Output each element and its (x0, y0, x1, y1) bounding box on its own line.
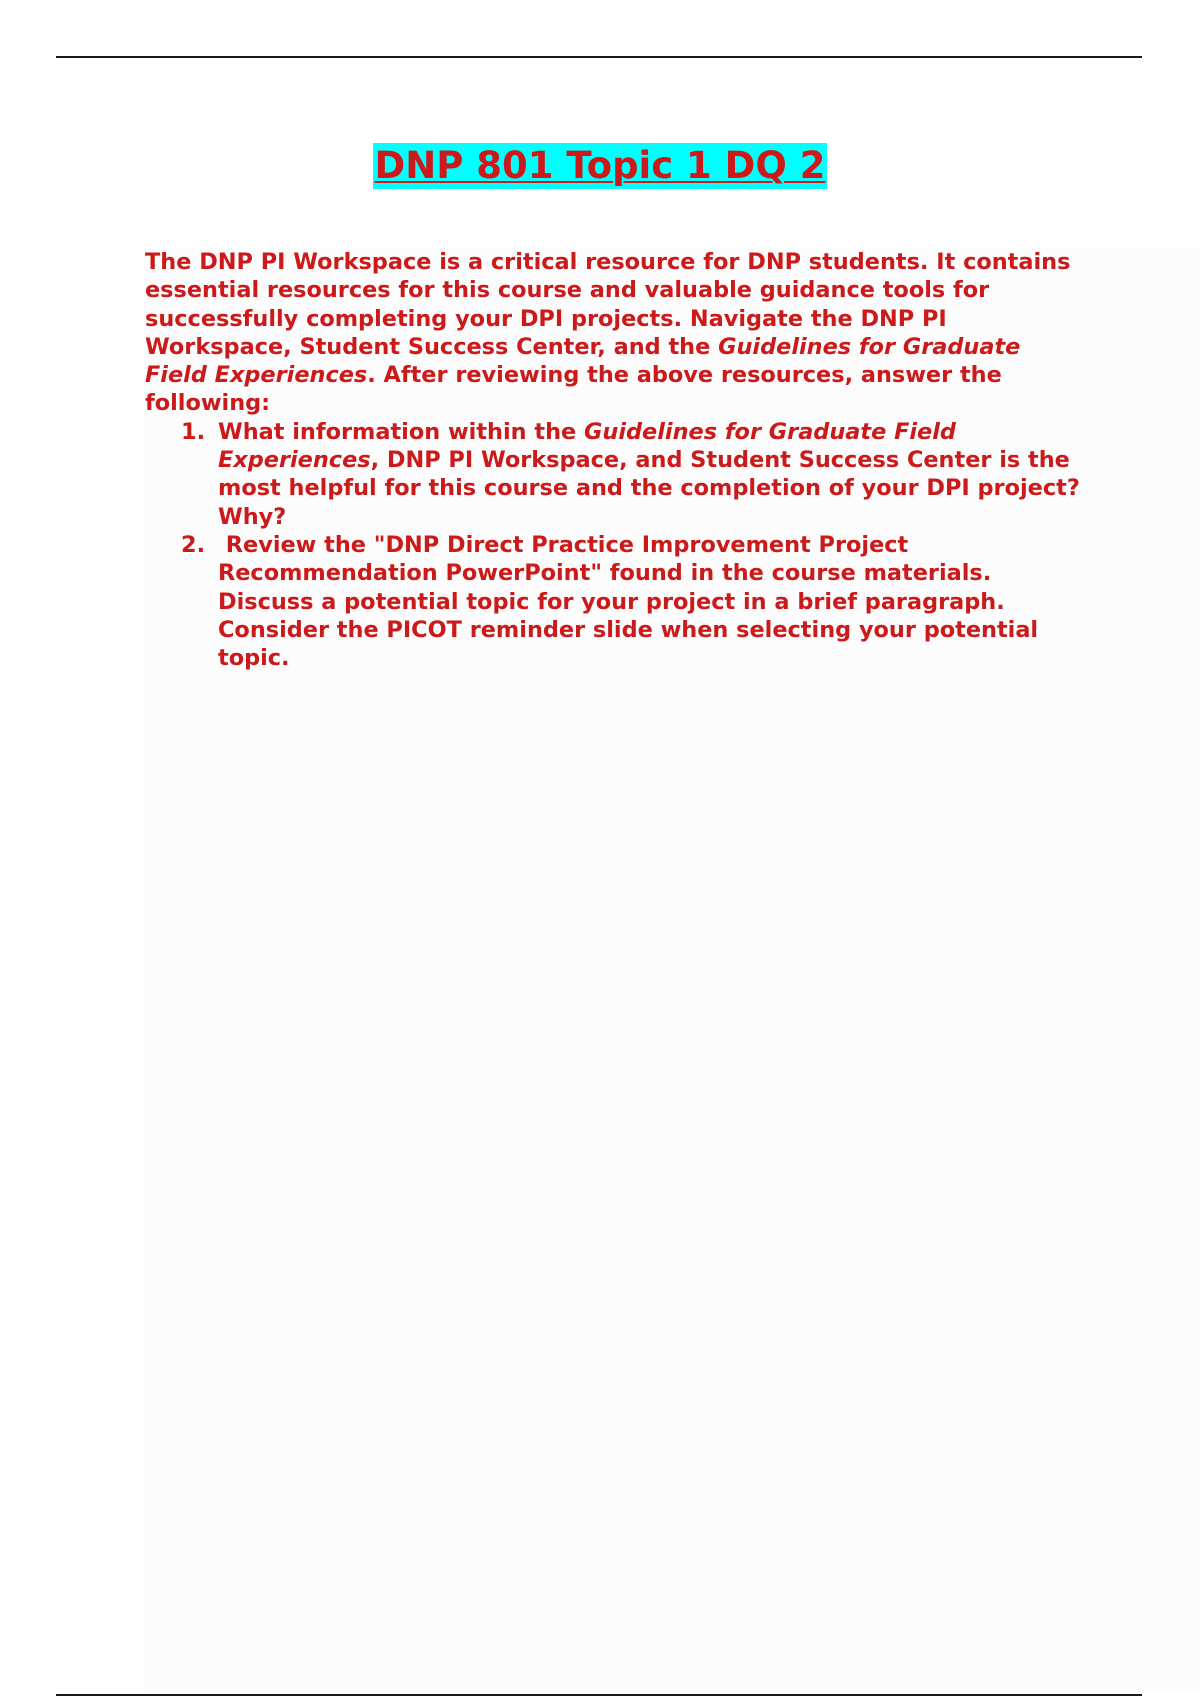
question-list (145, 418, 1085, 673)
question-text: What information within the (218, 418, 585, 445)
footer-rule (56, 1694, 1142, 1696)
question-text-end: , DNP PI Workspace, and Student Success Center is the most helpful for this course and the completion of your DPI project? Why? (218, 447, 1080, 530)
question-number: 1. (181, 418, 206, 445)
question-number: 2. (181, 531, 206, 558)
question-item (145, 531, 1085, 672)
title-container (0, 143, 1200, 189)
intro-paragraph (145, 248, 1085, 418)
intro-text-end: . After reviewing the above resources, answer the following: (145, 362, 1002, 417)
page-title: DNP 801 Topic 1 DQ 2 (374, 144, 826, 187)
question-item (145, 418, 1085, 531)
question-italic-title: Guidelines for Graduate Field Experiences (218, 418, 956, 474)
document-body (145, 248, 1085, 672)
intro-italic-title: Guidelines for Graduate Field Experiences (145, 333, 1021, 389)
header-rule (56, 56, 1142, 58)
intro-text: The DNP PI Workspace is a critical resource for DNP students. It contains essential resources for this course and valuable guidance tools for successfully completing your DPI projects. Navigate the DNP PI Workspace, Student Success Center, and the (145, 249, 1071, 360)
question-text: Review the "DNP Direct Practice Improvement Project Recommendation PowerPoint" found in the course materials. Discuss a potential topic for your project in a brief paragraph. Consider the PICOT reminder slide when selecting your potential topic. (218, 531, 1046, 672)
